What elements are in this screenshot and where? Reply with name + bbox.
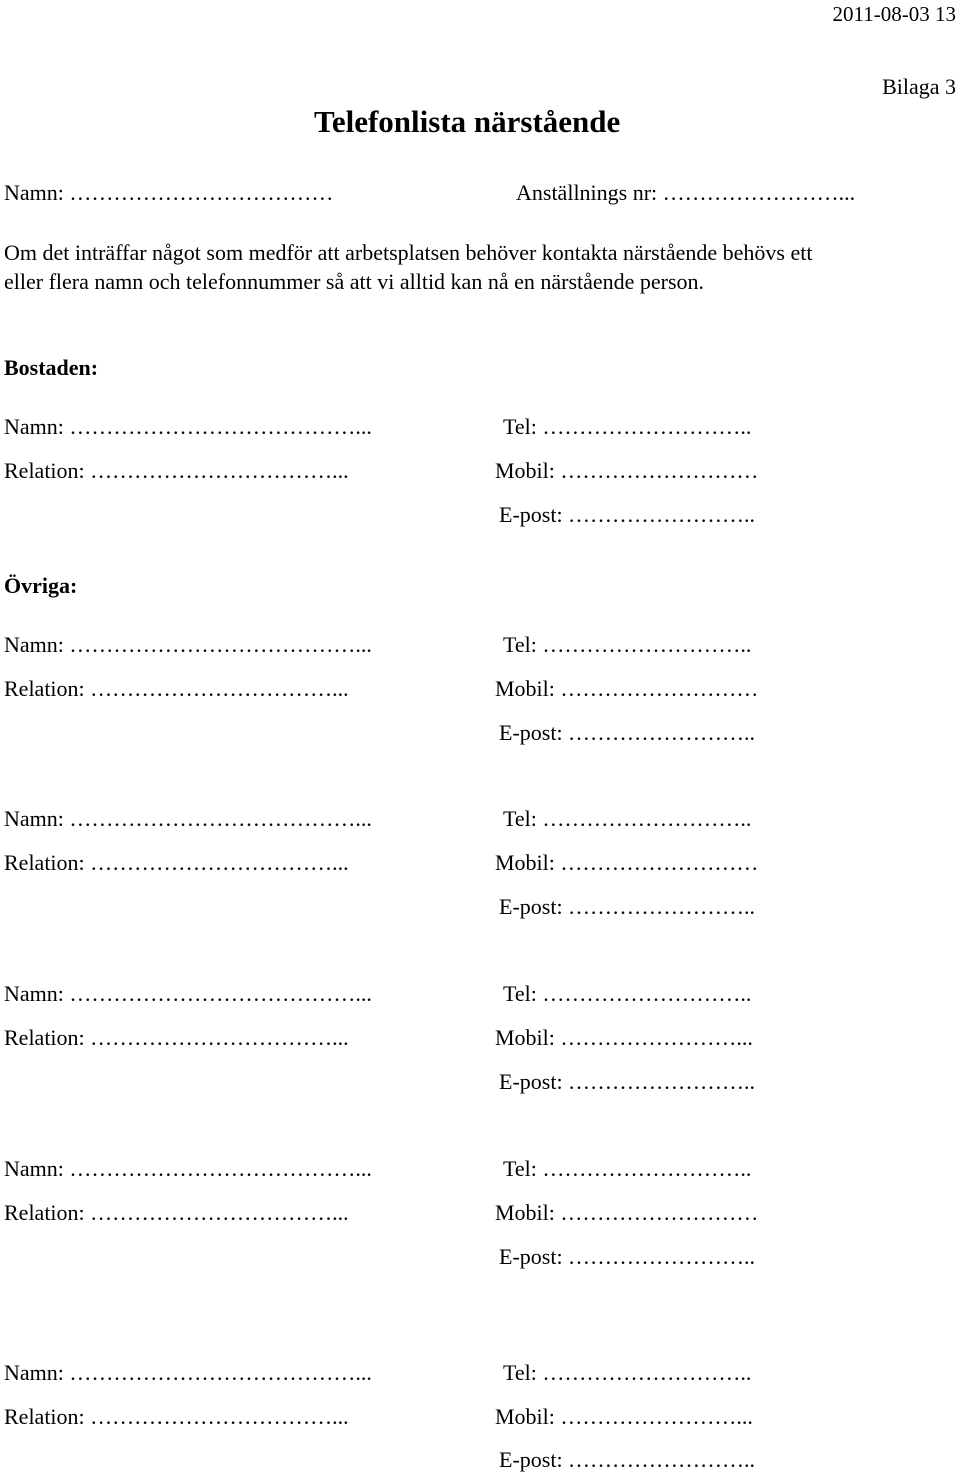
- contact-email-field[interactable]: E-post: ……………………..: [499, 720, 756, 745]
- intro-paragraph: [4, 238, 954, 296]
- contact-name-field[interactable]: Namn: …………………………………...: [4, 632, 372, 657]
- contact-tel-field[interactable]: Tel: ………………………..: [503, 1360, 752, 1385]
- contact-name-field[interactable]: Namn: …………………………………...: [4, 806, 372, 831]
- section-heading-others: Övriga:: [4, 573, 78, 598]
- contact-relation-field[interactable]: Relation: ……………………………...: [4, 1200, 349, 1225]
- contact-mobile-field[interactable]: Mobil: ……………………...: [495, 1025, 753, 1050]
- appendix-label: Bilaga 3: [882, 74, 956, 99]
- contact-relation-field[interactable]: Relation: ……………………………...: [4, 458, 349, 483]
- contact-mobile-field[interactable]: Mobil: ……………………...: [495, 1404, 753, 1429]
- contact-tel-field[interactable]: Tel: ………………………..: [503, 632, 752, 657]
- contact-mobile-field[interactable]: Mobil: ………………………: [495, 458, 759, 483]
- contact-email-field[interactable]: E-post: ……………………..: [499, 1447, 756, 1472]
- employee-number-field[interactable]: Anställnings nr: ……………………...: [516, 180, 856, 205]
- contact-mobile-field[interactable]: Mobil: ………………………: [495, 676, 759, 701]
- intro-line-2: eller flera namn och telefonnummer så att vi alltid kan nå en närstående person.: [4, 269, 705, 294]
- page-title: Telefonlista närstående: [314, 104, 621, 139]
- contact-tel-field[interactable]: Tel: ………………………..: [503, 806, 752, 831]
- contact-name-field[interactable]: Namn: …………………………………...: [4, 1156, 372, 1181]
- contact-name-field[interactable]: Namn: …………………………………...: [4, 981, 372, 1006]
- contact-relation-field[interactable]: Relation: ……………………………...: [4, 850, 349, 875]
- header-date-page: 2011-08-03 13: [832, 2, 956, 26]
- contact-name-field[interactable]: Namn: …………………………………...: [4, 414, 372, 439]
- contact-tel-field[interactable]: Tel: ………………………..: [503, 981, 752, 1006]
- section-heading-home: Bostaden:: [4, 355, 99, 380]
- contact-relation-field[interactable]: Relation: ……………………………...: [4, 676, 349, 701]
- contact-email-field[interactable]: E-post: ……………………..: [499, 894, 756, 919]
- contact-mobile-field[interactable]: Mobil: ………………………: [495, 1200, 759, 1225]
- contact-relation-field[interactable]: Relation: ……………………………...: [4, 1404, 349, 1429]
- contact-tel-field[interactable]: Tel: ………………………..: [503, 1156, 752, 1181]
- employee-name-field[interactable]: Namn: ………………………………: [4, 180, 334, 205]
- contact-relation-field[interactable]: Relation: ……………………………...: [4, 1025, 349, 1050]
- contact-name-field[interactable]: Namn: …………………………………...: [4, 1360, 372, 1385]
- contact-tel-field[interactable]: Tel: ………………………..: [503, 414, 752, 439]
- intro-line-1: Om det inträffar något som medför att arbetsplatsen behöver kontakta närstående behövs ett: [4, 240, 813, 265]
- contact-mobile-field[interactable]: Mobil: ………………………: [495, 850, 759, 875]
- contact-email-field[interactable]: E-post: ……………………..: [499, 1069, 756, 1094]
- contact-email-field[interactable]: E-post: ……………………..: [499, 502, 756, 527]
- contact-email-field[interactable]: E-post: ……………………..: [499, 1244, 756, 1269]
